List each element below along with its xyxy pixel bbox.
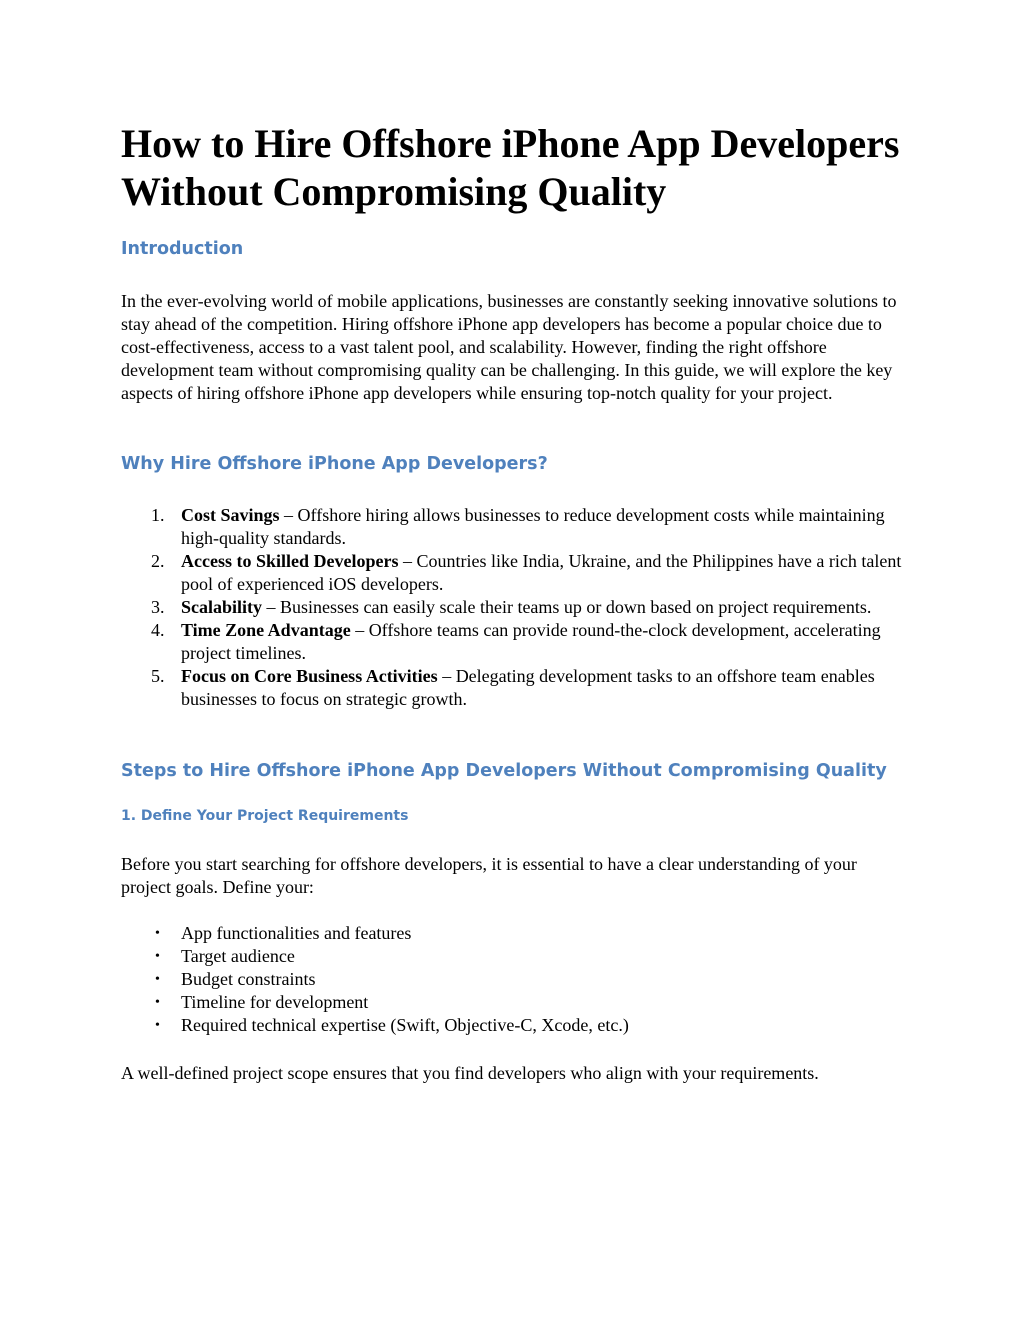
list-item-term: Time Zone Advantage xyxy=(181,620,351,640)
list-item-text: Target audience xyxy=(181,946,295,966)
intro-heading: Introduction xyxy=(121,239,244,259)
steps-heading: Steps to Hire Offshore iPhone App Developers Without Compromising Quality xyxy=(121,761,887,781)
list-item xyxy=(121,504,911,550)
list-item-text: – Delegating development tasks to an offshore team enables businesses to focus on strategic growth. xyxy=(181,666,875,709)
step1-closing: A well-defined project scope ensures that you find developers who align with your requirements. xyxy=(121,1063,819,1083)
list-item xyxy=(121,1014,911,1037)
list-item-number: 3. xyxy=(151,597,165,617)
list-item-text: Required technical expertise (Swift, Objective-C, Xcode, etc.) xyxy=(181,1015,629,1035)
bullet-icon: • xyxy=(155,972,160,987)
step1-heading: 1. Define Your Project Requirements xyxy=(121,808,409,824)
list-item xyxy=(121,665,911,711)
list-item-text: Budget constraints xyxy=(181,969,316,989)
list-item xyxy=(121,968,911,991)
benefits-list xyxy=(121,504,911,711)
bullet-icon: • xyxy=(155,995,160,1010)
list-item-text: – Businesses can easily scale their teams up or down based on project requirements. xyxy=(262,597,872,617)
intro-paragraph: In the ever-evolving world of mobile applications, businesses are constantly seeking innovative solutions to stay ahead of the competition. Hiring offshore iPhone app developers has become a popular choice due to cost-effectiveness, access to a vast talent pool, and scalability. However, finding the right offshore development team without compromising quality can be challenging. In this guide, we will explore the key aspects of hiring offshore iPhone app developers while ensuring top-notch quality for your project. xyxy=(121,291,897,403)
step1-paragraph: Before you start searching for offshore developers, it is essential to have a clear understanding of your project goals. Define your: xyxy=(121,854,857,897)
list-item xyxy=(121,550,911,596)
list-item xyxy=(121,619,911,665)
list-item-term: Focus on Core Business Activities xyxy=(181,666,438,686)
list-item xyxy=(121,991,911,1014)
bullet-icon: • xyxy=(155,926,160,941)
why-heading: Why Hire Offshore iPhone App Developers? xyxy=(121,454,548,474)
list-item-number: 2. xyxy=(151,551,165,571)
list-item-text: – Offshore teams can provide round-the-clock development, accelerating project timelines. xyxy=(181,620,881,663)
list-item-term: Access to Skilled Developers xyxy=(181,551,399,571)
list-item-text: App functionalities and features xyxy=(181,923,412,943)
bullet-icon: • xyxy=(155,1018,160,1033)
page-title: How to Hire Offshore iPhone App Developers Without Compromising Quality xyxy=(121,121,900,214)
list-item xyxy=(121,922,911,945)
list-item-number: 5. xyxy=(151,666,165,686)
list-item-text: – Offshore hiring allows businesses to reduce development costs while maintaining high-quality standards. xyxy=(181,505,885,548)
list-item-term: Scalability xyxy=(181,597,263,617)
list-item-number: 4. xyxy=(151,620,165,640)
list-item-number: 1. xyxy=(151,505,165,525)
list-item-term: Cost Savings xyxy=(181,505,280,525)
bullet-icon: • xyxy=(155,949,160,964)
list-item-text: Timeline for development xyxy=(181,992,369,1012)
list-item-text: – Countries like India, Ukraine, and the Philippines have a rich talent pool of experienced iOS developers. xyxy=(181,551,902,594)
list-item xyxy=(121,945,911,968)
list-item xyxy=(121,596,911,619)
requirements-list xyxy=(121,922,911,1037)
